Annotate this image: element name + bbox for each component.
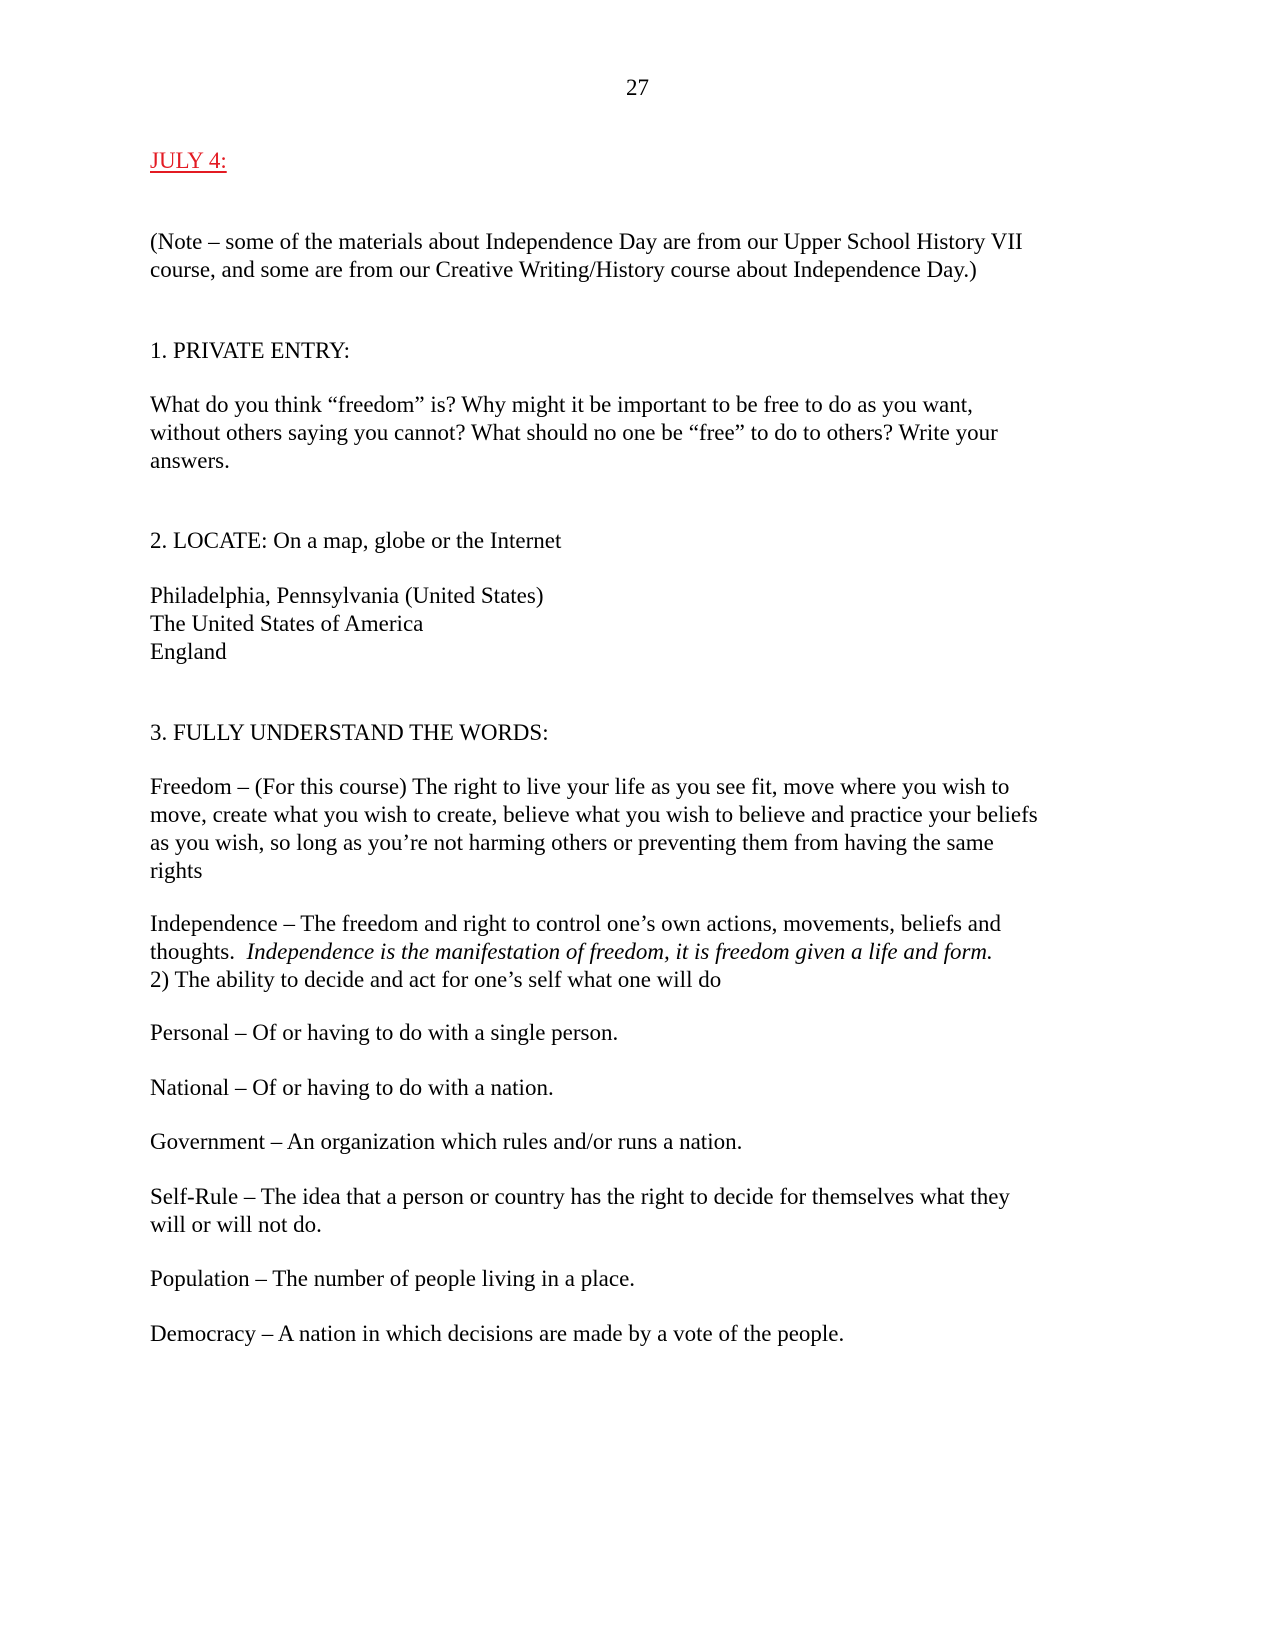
definition-independence [150,910,1135,994]
section-heading-locate: 2. LOCATE: On a map, globe or the Internet [150,528,562,553]
definition-national: National – Of or having to do with a nation. [150,1075,554,1100]
page-title [150,147,1135,175]
list-item: The United States of America [150,611,424,636]
note-line: (Note – some of the materials about Independence Day are from our Upper School History VII [150,229,1023,254]
definition-line: Independence – The freedom and right to control one’s own actions, movements, beliefs and [150,911,1001,936]
definition-line [150,938,1135,966]
italic-emphasis: Independence is the manifestation of freedom, it is freedom given a life and form. [246,939,993,964]
definition-democracy: Democracy – A nation in which decisions are made by a vote of the people. [150,1321,845,1346]
paragraph-line: answers. [150,448,230,473]
section-heading-words: 3. FULLY UNDERSTAND THE WORDS: [150,720,549,745]
definition-line: rights [150,858,203,883]
definition-line: Freedom – (For this course) The right to live your life as you see fit, move where you wish to [150,774,1010,799]
definition-government: Government – An organization which rules and/or runs a nation. [150,1129,743,1154]
note-paragraph [150,228,1135,284]
definition-personal: Personal – Of or having to do with a single person. [150,1020,619,1045]
definition-self-rule [150,1183,1135,1239]
paragraph-line: What do you think “freedom” is? Why might it be important to be free to do as you want, [150,392,973,417]
title-date: JULY 4: [150,148,227,173]
definition-line: 2) The ability to decide and act for one’s self what one will do [150,967,722,992]
page-number: 27 [626,75,649,100]
section-heading-private-entry: 1. PRIVATE ENTRY: [150,338,351,363]
definition-freedom [150,773,1135,885]
list-item: England [150,639,227,664]
private-entry-paragraph [150,391,1135,475]
list-item: Philadelphia, Pennsylvania (United States) [150,583,544,608]
definition-line: as you wish, so long as you’re not harming others or preventing them from having the same [150,830,994,855]
paragraph-line: without others saying you cannot? What should no one be “free” to do to others? Write your [150,420,998,445]
definition-population: Population – The number of people living in a place. [150,1266,636,1291]
definition-line: Self-Rule – The idea that a person or country has the right to decide for themselves what they [150,1184,1010,1209]
places-list [150,582,1135,666]
definition-line: move, create what you wish to create, believe what you wish to believe and practice your beliefs [150,802,1038,827]
definition-line: will or will not do. [150,1212,322,1237]
definition-text: thoughts. [150,939,247,964]
note-line: course, and some are from our Creative Writing/History course about Independence Day.) [150,257,977,282]
